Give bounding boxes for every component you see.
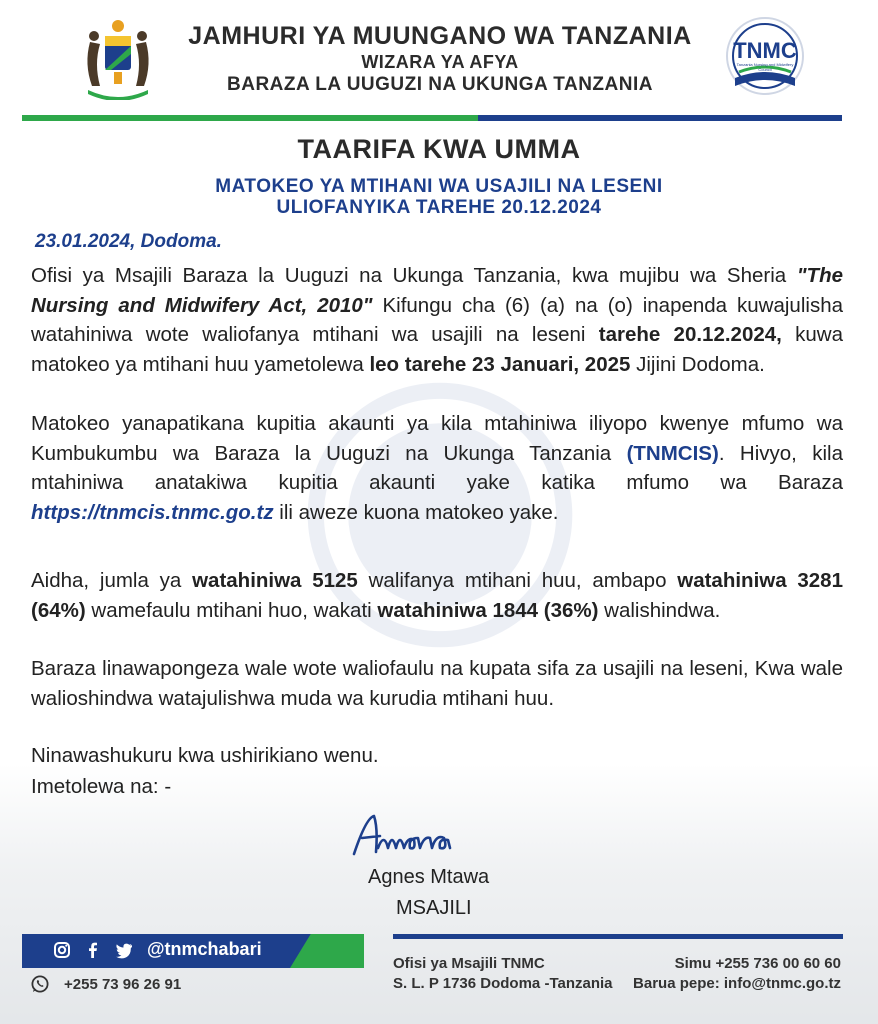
whatsapp-number[interactable]: +255 73 96 26 91 xyxy=(64,975,182,993)
paragraph-1: Ofisi ya Msajili Baraza la Uuguzi na Ukunga Tanzania, kwa mujibu wa Sheria "The Nursing and Midwifery Act, 2010" Kifungu cha (6) (a) na (o) inapenda kuwajulisha watahiniwa wote waliofanya mtihani wa usajili na leseni tarehe 20.12.2024, kuwa matokeo ya mtihani huu yametolewa leo tarehe 23 Januari, 2025 Jijini Dodoma. xyxy=(31,264,843,376)
tnmcis-label: (TNMCIS) xyxy=(626,441,719,465)
office-line-1: Ofisi ya Msajili TNMC xyxy=(393,955,545,972)
subtitle-line-2: ULIOFANYIKA TAREHE 20.12.2024 xyxy=(276,197,602,218)
signer-title: MSAJILI xyxy=(396,897,472,919)
paragraph-2: Matokeo yanapatikana kupitia akaunti ya kila mtahiniwa iliyopo kwenye mfumo wa Kumbukumbu wa Baraza la Uuguzi na Ukunga Tanzania (TNMCIS). Hivyo, kila mtahiniwa anatakiwa kupitia akaunti yake katika mfumo wa Baraza https://tnmcis.tnmc.go.tz ili aweze kuona matokeo yake. xyxy=(31,412,843,524)
instagram-icon[interactable] xyxy=(52,940,72,960)
signer-name: Agnes Mtawa xyxy=(368,866,490,888)
header-divider-green xyxy=(22,115,478,121)
issued-by-label: Imetolewa na: - xyxy=(31,775,172,798)
paragraph-4: Baraza linawapongeza wale wote waliofaulu na kupata sifa za usajili na leseni, Kwa wale walioshindwa watajulishwa muda wa kurudia mtihani huu. xyxy=(31,657,843,710)
closing-thanks: Ninawashukuru kwa ushirikiano wenu. xyxy=(31,744,379,767)
twitter-icon[interactable] xyxy=(114,940,134,960)
letterhead xyxy=(0,0,878,120)
header-line-2: WIZARA YA AFYA xyxy=(361,52,519,72)
office-address xyxy=(393,954,613,994)
contact-details xyxy=(633,954,841,994)
facebook-icon[interactable] xyxy=(83,940,103,960)
phone-line[interactable]: Simu +255 736 00 60 60 xyxy=(674,955,841,972)
logo-subtext: Tanzania Nursing and Midwifery Council xyxy=(736,62,794,72)
date-line: 23.01.2024, Dodoma. xyxy=(35,231,222,252)
header-line-1: JAMHURI YA MUUNGANO WA TANZANIA xyxy=(188,22,692,50)
whatsapp-contact xyxy=(30,974,181,994)
social-links xyxy=(52,939,262,960)
paragraph-3: Aidha, jumla ya watahiniwa 5125 walifanya mtihani huu, ambapo watahiniwa 3281 (64%) wamefaulu mtihani huo, wakati watahiniwa 1844 (36%) walishindwa. xyxy=(31,569,843,622)
subtitle-line-1: MATOKEO YA MTIHANI WA USAJILI NA LESENI xyxy=(215,176,663,197)
footer-divider-blue xyxy=(393,934,843,939)
logo-text: TNMC xyxy=(733,38,797,63)
office-line-2: S. L. P 1736 Dodoma -Tanzania xyxy=(393,975,613,992)
notice-title: TAARIFA KWA UMMA xyxy=(297,134,581,164)
tnmc-logo xyxy=(723,16,807,102)
tnmcis-link[interactable]: https://tnmcis.tnmc.go.tz xyxy=(31,500,274,524)
whatsapp-icon xyxy=(30,974,50,994)
social-handle[interactable]: @tnmchabari xyxy=(147,939,262,959)
handwritten-signature xyxy=(348,808,508,868)
header-divider-blue xyxy=(478,115,842,121)
coat-of-arms-icon xyxy=(78,14,158,100)
email-line[interactable]: Barua pepe: info@tnmc.go.tz xyxy=(633,975,841,992)
header-line-3: BARAZA LA UUGUZI NA UKUNGA TANZANIA xyxy=(227,74,653,95)
